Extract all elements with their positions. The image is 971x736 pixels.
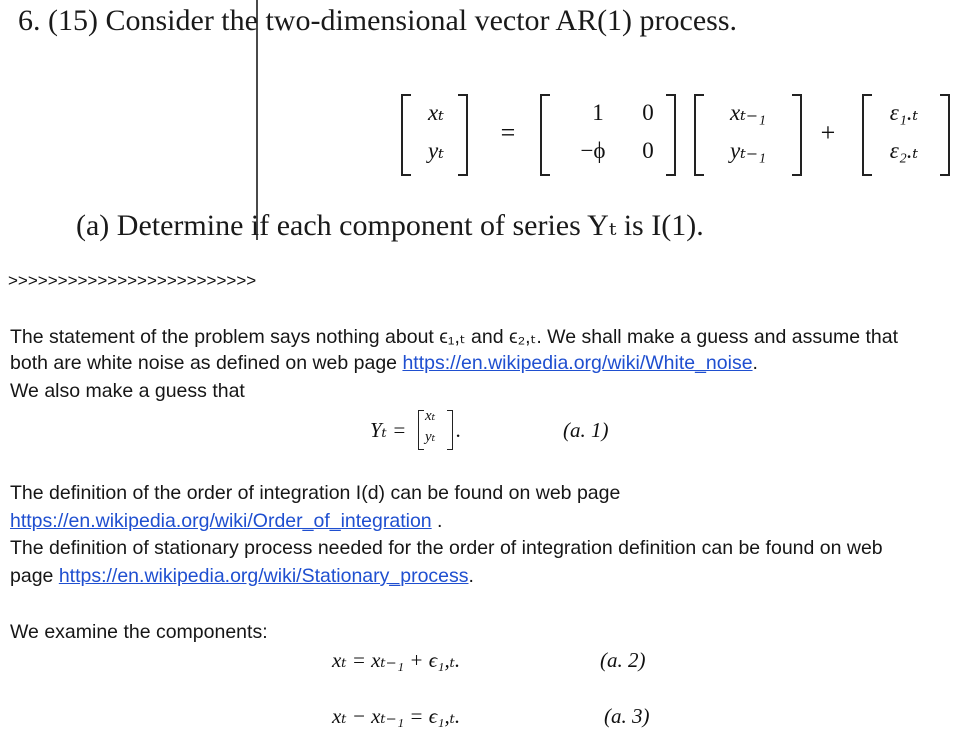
coef-22: 0 [642,138,654,163]
coef-left-bracket [540,94,550,176]
part-a-prompt: (a) Determine if each component of series Yₜ is I(1). [76,209,704,242]
lagged-x: xₜ₋₁ [729,100,767,125]
lhs-left-bracket [401,94,411,176]
para1-line1: The statement of the problem says nothing about ϵ₁,ₜ and ϵ₂,ₜ. We shall make a guess and assume that [10,326,899,348]
eq-a1-bottom: yₜ [425,429,436,445]
order-of-integration-link[interactable]: https://en.wikipedia.org/wiki/Order_of_integration [10,510,432,532]
plus-sign: + [820,118,836,147]
para2-line2 [10,510,442,533]
white-noise-link[interactable]: https://en.wikipedia.org/wiki/White_noise [402,352,753,374]
noise-1: ε₁.ₜ [889,100,919,125]
separator-line: >>>>>>>>>>>>>>>>>>>>>>>>> [8,271,257,290]
noise-right-bracket [940,94,950,176]
coef-11: 1 [592,100,604,125]
eq-a2-label: (a. 2) [600,648,646,672]
eq-a1-left-bracket [418,410,424,450]
lhs-y: yₜ [428,138,444,163]
coef-right-bracket [666,94,676,176]
question-title: 6. (15) Consider the two-dimensional vector AR(1) process. [18,4,738,37]
eq-a1-end: . [456,418,462,442]
noise-2: ε₂.ₜ [889,138,919,163]
para1-line2 [10,352,758,375]
coef-12: 0 [642,100,654,125]
para1-line3: We also make a guess that [10,380,245,402]
eq-a1-right-bracket [447,410,453,450]
eq-a1-top: xₜ [425,408,436,424]
lagged-right-bracket [792,94,802,176]
para2-line4 [10,565,474,588]
coef-21: −ϕ [580,138,606,163]
eq-a1-lhs: Yₜ = [370,418,407,442]
eq-a1-label: (a. 1) [563,418,609,442]
stationary-process-link[interactable]: https://en.wikipedia.org/wiki/Stationary_process [58,565,469,587]
equals-sign: = [500,118,516,147]
lagged-y: yₜ₋₁ [729,138,767,163]
lhs-right-bracket [458,94,468,176]
para2-line4-end: . [468,565,474,587]
components-intro: We examine the components: [10,621,268,643]
lhs-x: xₜ [428,100,444,125]
lagged-left-bracket [694,94,704,176]
para1-line2-end: . [752,352,758,374]
para1-line2-text: both are white noise as defined on web page [10,352,403,374]
eq-a3-expr: xₜ − xₜ₋₁ = ϵ₁,ₜ. [332,704,461,728]
eq-a2-expr: xₜ = xₜ₋₁ + ϵ₁,ₜ. [332,648,461,672]
para2-line4-text: page [10,565,59,587]
eq-a3-label: (a. 3) [604,704,650,728]
para2-line3: The definition of stationary process needed for the order of integration definition can be found on web [10,537,883,559]
para2-line2-end: . [431,510,443,532]
para2-line1: The definition of the order of integration I(d) can be found on web page [10,482,621,504]
noise-left-bracket [862,94,872,176]
